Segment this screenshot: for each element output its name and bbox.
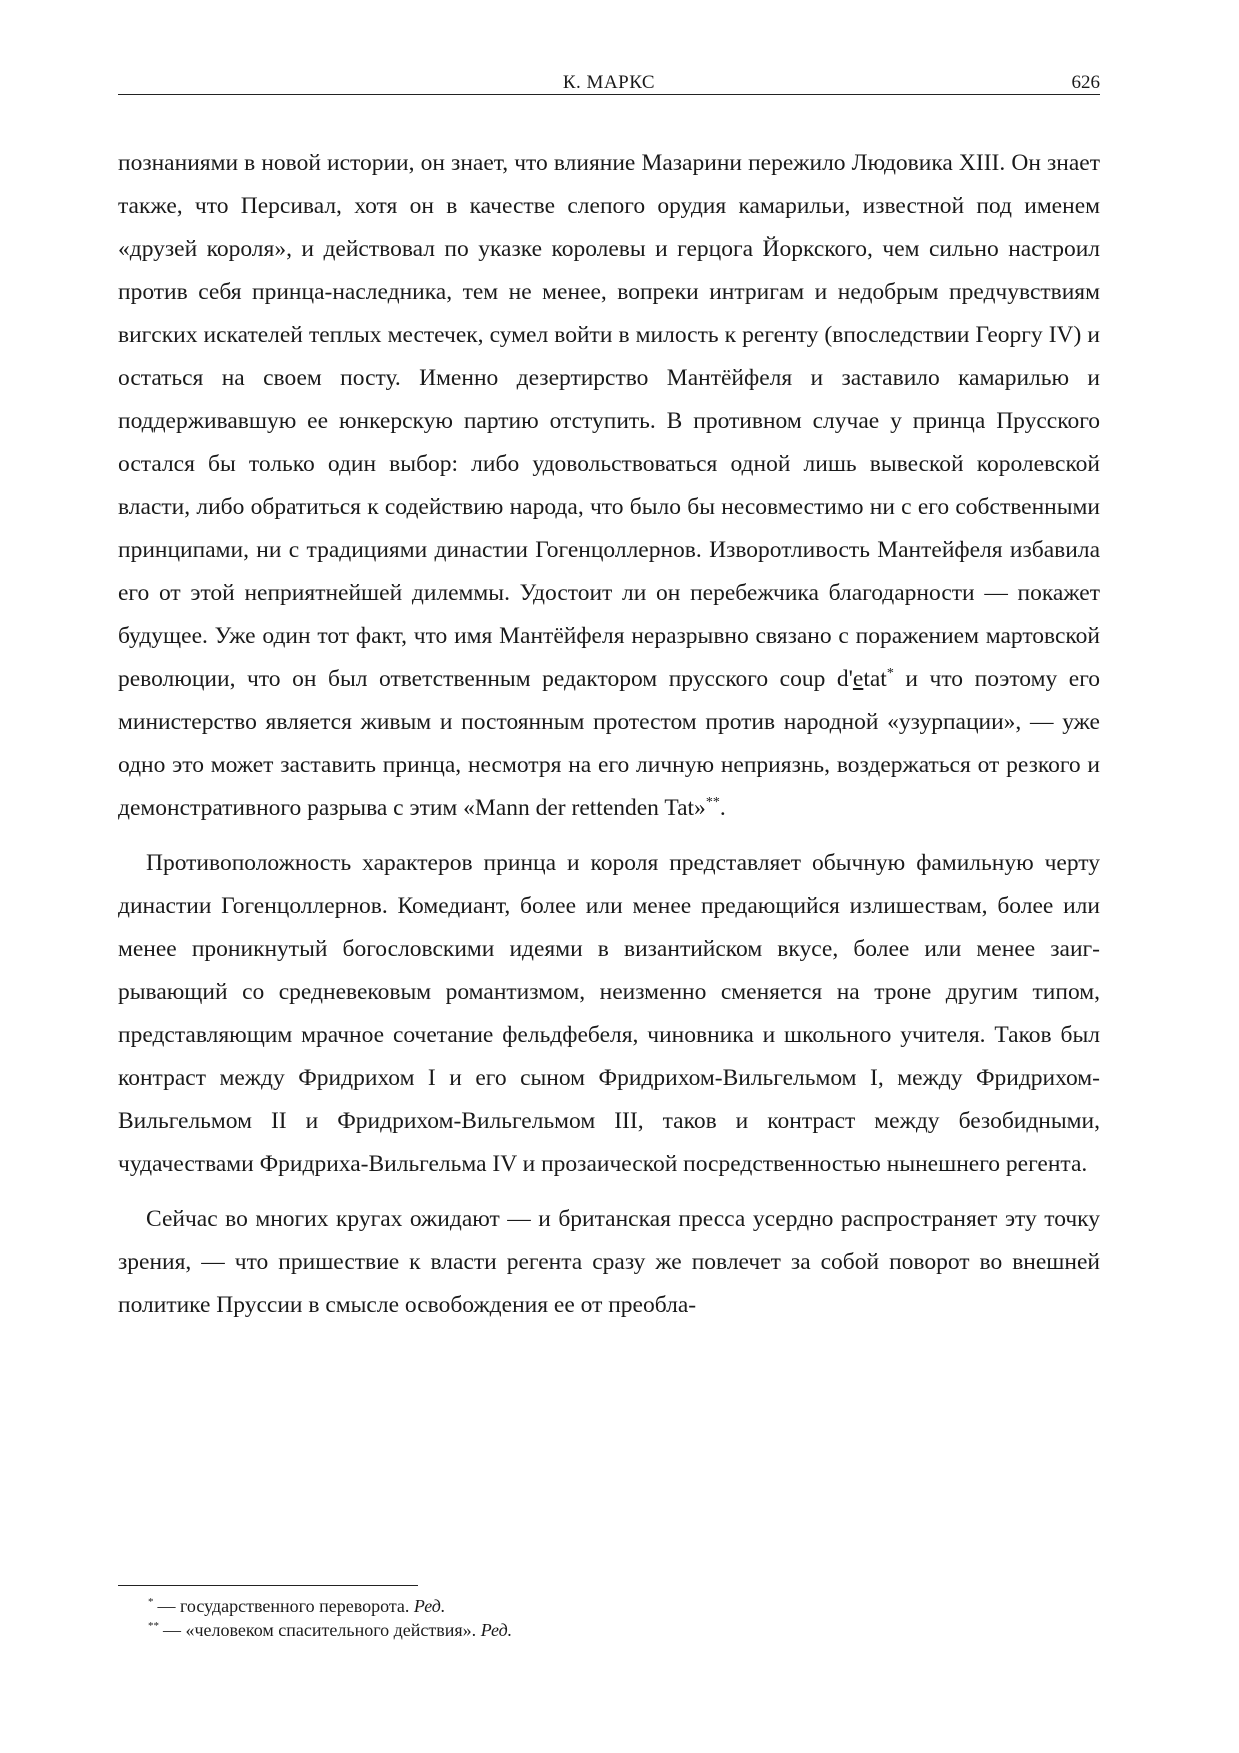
footnote-2 [148,1618,1048,1642]
footnote-divider [118,1585,418,1586]
footnote-1-text: — государственного переворота. [157,1596,414,1616]
running-header [118,72,1100,95]
footnote-2-text: — «человеком спасительного действия». [163,1620,481,1640]
body-text [118,142,1100,1327]
paragraph-3: Сейчас во многих кругах ожидают — и британская пресса усердно распространяет эту точку зрения, — что пришествие к власти регента сразу же повлечет за собой поворот во внешней политике Пруссии в смысле освобождения ее от преобла- [118,1206,1100,1318]
footnotes [148,1594,1048,1642]
running-header-author: К. МАРКС [562,72,656,93]
footnote-2-editor: Ред. [480,1620,513,1640]
footnote-1-editor: Ред. [413,1596,446,1616]
paragraph-1-text-a: познаниями в новой истории, он знает, что влияние Мазарини пережило Людовика XIII. Он знает также, что Персивал, хотя он в качестве слепого орудия камарильи, известной под именем «друзей короля», и действовал по указке королевы и герцога Йоркского, чем сильно настроил против себя принца-наследника, тем не менее, вопреки интригам и недобрым предчувствиям вигских искателей теплых местечек, сумел войти в милость к регенту (впоследствии Георгу IV) и остаться на своем посту. Именно дезертирство Мантёйфеля и заставило камарилью и поддерживавшую ее юнкерскую партию отступить. В противном случае у принца Прусского остался бы только один выбор: либо удовольствоваться одной лишь вывеской королевской власти, либо обратиться к содействию народа, что было бы несовместимо ни с его собственными принципами, ни с традициями династии Гогенцоллернов. Изворотливость Мантейфеля избавила его от этой неприятнейшей дилеммы. Удостоит ли он перебежчика благодарности — покажет будущее. Уже один тот факт, что имя Мантёйфеля неразрывно связано с поражением мартовской революции, что он был ответственным редактором прусского coup d' [118,150,1100,692]
page-number: 626 [1071,72,1100,93]
paragraph-1-text-c: и что поэтому его министерство является живым и постоянным протестом против народной «узурпации», — уже одно это может заставить принца, несмотря на его личную неприязнь, воздержаться от резкого и демонстративного разрыва с этим «Mann der rettenden Tat» [118,666,1100,821]
paragraph-1-text-d: . [719,795,726,821]
paragraph-1-text-b: tat [863,666,887,692]
footnote-ref-2: ** [705,795,720,810]
accented-letter: e [852,666,864,692]
footnote-1-mark: * [148,1596,154,1608]
footnote-1 [148,1594,1048,1618]
paragraph-2: Противоположность характеров принца и короля представляет обычную фамильную черту династии Гогенцоллернов. Комедиант, более или менее предающийся излишествам, более или менее проникнутый богословскими идеями в византийском вкусе, более или менее заигрывающий со средневековым романтизмом, неизменно сменяется на троне другим типом, представляющим мрачное сочетание фельдфебеля, чиновника и школьного учителя. Таков был контраст между Фридрихом I и его сыном Фридрихом-Вильгельмом I, между Фридрихом-Вильгельмом II и Фридрихом-Вильгельмом III, таков и контраст между безобидными, чудачествами Фридриха-Вильгельма IV и прозаической посредственностью нынешнего регента. [118,850,1100,1177]
footnote-ref-1: * [886,666,894,681]
footnote-2-mark: ** [148,1620,159,1632]
paragraph-1 [118,142,1100,830]
